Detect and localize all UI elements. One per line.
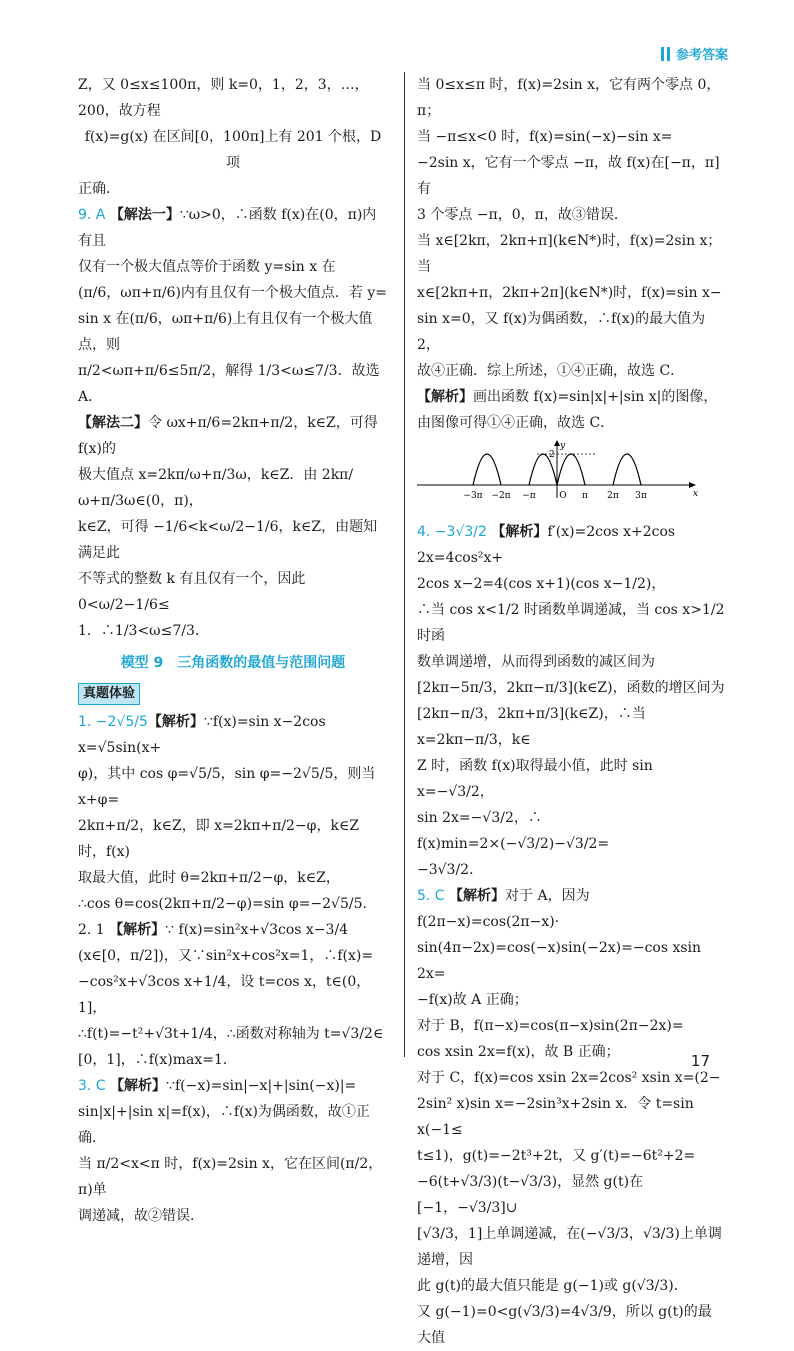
graph-arch xyxy=(613,454,641,485)
text-line: [0，1]，∴f(x)max=1． xyxy=(78,1052,237,1068)
q4-label: 【解析】 xyxy=(491,524,548,540)
q5-number: 5. C xyxy=(417,888,445,904)
q9-line xyxy=(78,202,388,254)
q4-number: 4. −3√3/2 xyxy=(417,524,487,540)
graph-y-label: y xyxy=(560,441,566,451)
text-line: sin x=0，又 f(x)为偶函数，∴f(x)的最大值为 2， xyxy=(417,311,706,353)
text-line: 1．∴1/3<ω≤7/3． xyxy=(78,623,209,639)
graph-origin: O xyxy=(559,491,567,501)
q9-number: 9. A xyxy=(78,207,106,223)
text-line: ∵f(x)=sin x−2cos x=√5sin(x+ xyxy=(78,714,326,756)
text-line: 不等式的整数 k 有且仅有一个，因此 0<ω/2−1/6≤ xyxy=(78,571,306,613)
graph-tick: −3π xyxy=(463,491,483,501)
text-line: k∈Z，可得 −1/6<k<ω/2−1/6，k∈Z，由题知满足此 xyxy=(78,519,378,561)
text-line: −3√3/2． xyxy=(417,862,484,878)
text-line: 当 0≤x≤π 时，f(x)=2sin x，它有两个零点 0，π； xyxy=(417,77,721,119)
text-line: [2kπ−π/3，2kπ+π/3](k∈Z)，∴当 x=2kπ−π/3，k∈ xyxy=(417,706,646,748)
text-line: π/2<ωπ+π/6≤5π/2，解得 1/3<ω≤7/3．故选 A． xyxy=(78,363,380,405)
q3-line xyxy=(78,1073,388,1099)
text-line: [√3/3，1]上单调递减，在(−√3/3，√3/3)上单调递增，因 xyxy=(417,1226,722,1268)
text-line: −2sin x，它有一个零点 −π，故 f(x)在[−π，π]有 xyxy=(417,155,720,197)
text-line: ∴当 cos x<1/2 时函数单调递减，当 cos x>1/2 时函 xyxy=(417,602,725,644)
graph-tick: −π xyxy=(522,491,536,501)
text-line: f(x)=g(x) 在区间[0，100π]上有 201 个根，D 项 xyxy=(84,129,382,171)
q5-line xyxy=(417,883,725,935)
text-line: ∵ω>0，∴函数 f(x)在(0，π)内有且 xyxy=(78,207,377,249)
text-line: f′(x)=2cos x+2cos 2x=4cos²x+ xyxy=(417,524,676,566)
text-line: 2kπ+π/2，k∈Z，即 x=2kπ+π/2−φ，k∈Z 时，f(x) xyxy=(78,818,360,860)
text-line: 对于 A，因为 f(2π−x)=cos(2π−x)· xyxy=(417,888,590,930)
q9-label: 【解法一】 xyxy=(109,207,180,223)
text-line: [2kπ−5π/3，2kπ−π/3](k∈Z)，函数的增区间为 xyxy=(417,680,725,696)
q5-label: 【解析】 xyxy=(449,888,506,904)
q3-alt-line xyxy=(417,384,725,410)
text-line: 又 g(−1)=0<g(√3/3)=4√3/9，所以 g(t)的最大值 xyxy=(417,1304,712,1346)
q3-alt-label: 【解析】 xyxy=(417,389,473,405)
q1-line xyxy=(78,709,388,761)
text-line: 此 g(t)的最大值只能是 g(−1)或 g(√3/3)． xyxy=(417,1278,688,1294)
text-line: ∵f(−x)=sin|−x|+|sin(−x)|= xyxy=(166,1078,357,1094)
text-line: sin(4π−2x)=cos(−x)sin(−2x)=−cos xsin 2x= xyxy=(417,940,702,982)
text-line: 当 x∈[2kπ，2kπ+π](k∈N*)时，f(x)=2sin x；当 xyxy=(417,233,722,275)
text-line: cos xsin 2x=f(x)，故 B 正确； xyxy=(417,1044,620,1060)
text-line: sin|x|+|sin x|=f(x)，∴f(x)为偶函数，故①正 xyxy=(78,1104,370,1120)
left-column xyxy=(78,72,388,1229)
q2-label: 【解析】 xyxy=(109,922,166,938)
text-line: 极大值点 x=2kπ/ω+π/3ω，k∈Z．由 2kπ/ω+π/3ω∈(0，π)， xyxy=(78,467,354,509)
column-divider xyxy=(404,72,405,1057)
text-line: sin 2x=−√3/2，∴ f(x)min=2×(−√3/2)−√3/2= xyxy=(417,810,610,852)
text-line: 数单调递增，从而得到函数的减区间为 xyxy=(417,654,655,670)
graph-arch xyxy=(473,454,501,485)
function-graph xyxy=(417,440,697,500)
text-line: t≤1)，g(t)=−2t³+2t，又 g′(t)=−6t²+2= xyxy=(417,1148,696,1164)
text-line: 对于 B，f(π−x)=cos(π−x)sin(2π−2x)= xyxy=(417,1018,684,1034)
text-line: Z，又 0≤x≤100π，则 k=0，1，2，3，…，200，故方程 xyxy=(78,77,369,119)
text-line: −6(t+√3/3)(t−√3/3)，显然 g(t)在[−1，−√3/3]∪ xyxy=(417,1174,644,1216)
q1-number: 1. −2√5/5 xyxy=(78,714,148,730)
graph-tick: 3π xyxy=(635,491,647,501)
text-line: 取最大值，此时 θ=2kπ+π/2−φ，k∈Z， xyxy=(78,870,340,886)
text-line: 2cos x−2=4(cos x+1)(cos x−1/2)， xyxy=(417,576,666,592)
text-line: −cos²x+√3cos x+1/4，设 t=cos x，t∈(0，1]， xyxy=(78,974,371,1016)
text-line: 令 ωx+π/6=2kπ+π/2，k∈Z，可得 f(x)的 xyxy=(78,415,378,457)
text-line: φ)，其中 cos φ=√5/5，sin φ=−2√5/5，则当 x+φ= xyxy=(78,766,376,808)
text-line: 确． xyxy=(78,1130,106,1146)
header-title: 参考答案 xyxy=(675,48,728,63)
text-line: (π/6，ωπ+π/6)内有且仅有一个极大值点．若 y= xyxy=(78,285,388,301)
text-line: Z 时，函数 f(x)取得最小值，此时 sin x=−√3/2， xyxy=(417,758,653,800)
graph-tick: π xyxy=(582,491,588,501)
text-line: ∴cos θ=cos(2kπ+π/2−φ)=sin φ=−2√5/5． xyxy=(78,896,377,912)
text-line: 正确． xyxy=(78,181,120,197)
graph-arch xyxy=(557,454,585,485)
q3-label: 【解析】 xyxy=(110,1078,167,1094)
text-line: 画出函数 f(x)=sin|x|+|sin x|的图像， xyxy=(473,389,718,405)
text-line: 2sin² x)sin x=−2sin³x+2sin x．令 t=sin x(−1≤ xyxy=(417,1096,694,1138)
text-line: 仅有一个极大值点等价于函数 y=sin x 在 xyxy=(78,259,336,275)
graph-x-label: x xyxy=(693,489,699,499)
text-line: 3 个零点 −π，0，π，故③错误． xyxy=(417,207,628,223)
text-line: sin x 在(π/6，ωπ+π/6)上有且仅有一个极大值点，则 xyxy=(78,311,373,353)
q2-number: 2. 1 xyxy=(78,922,105,938)
right-column xyxy=(417,72,725,1351)
q3-number: 3. C xyxy=(78,1078,106,1094)
text-line: 调递减，故②错误． xyxy=(78,1208,204,1224)
page-number: 17 xyxy=(690,1052,710,1070)
text-line: 故④正确．综上所述，①④正确，故选 C． xyxy=(417,363,685,379)
text-line: 当 π/2<x<π 时，f(x)=2sin x，它在区间(π/2，π)单 xyxy=(78,1156,383,1198)
q9-line2 xyxy=(78,410,388,462)
graph-tick: 2π xyxy=(607,491,619,501)
text-line: ∴f(t)=−t²+√3t+1/4，∴函数对称轴为 t=√3/2∈ xyxy=(78,1026,384,1042)
text-line: (x∈[0，π/2])，又∵sin²x+cos²x=1，∴f(x)= xyxy=(78,948,374,964)
page-header xyxy=(661,44,728,63)
text-line: 由图像可得①④正确，故选 C． xyxy=(417,415,615,431)
section-title: 模型 9 三角函数的最值与范围问题 xyxy=(120,655,346,671)
text-line: 当 −π≤x<0 时，f(x)=sin(−x)−sin x= xyxy=(417,129,673,145)
q4-line xyxy=(417,519,725,571)
header-bars-icon xyxy=(661,47,670,61)
text-line: 对于 C，f(x)=cos xsin 2x=2cos² xsin x=(2− xyxy=(417,1070,721,1086)
q9-label2: 【解法二】 xyxy=(78,415,148,431)
graph-x-arrow-icon xyxy=(689,482,696,488)
q1-label: 【解析】 xyxy=(147,714,204,730)
graph-y-tick: 2 xyxy=(549,450,555,460)
text-line: ∵ f(x)=sin²x+√3cos x−3/4 xyxy=(165,922,349,938)
q2-line xyxy=(78,917,388,943)
text-line: −f(x)故 A 正确； xyxy=(417,992,528,1008)
text-line: x∈[2kπ+π，2kπ+2π](k∈N*)时，f(x)=sin x− xyxy=(417,285,722,301)
graph-tick: −2π xyxy=(491,491,511,501)
section-tag: 真题体验 xyxy=(78,683,140,705)
